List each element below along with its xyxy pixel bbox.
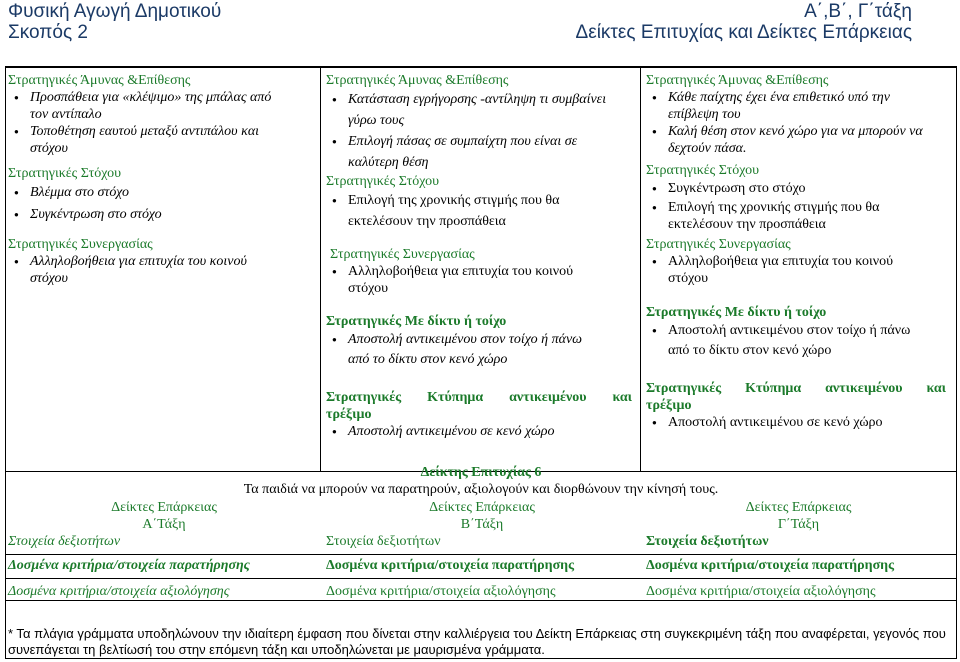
observation-c: Δοσμένα κριτήρια/στοιχεία παρατήρησης (646, 558, 895, 573)
evaluation-b: Δοσμένα κριτήρια/στοιχεία αξιολόγησης (326, 584, 556, 599)
column-grade-c (646, 72, 951, 431)
list-item: ● Καλή θέση στον κενό χώρο για να μπορούν να δεχτούν πάσα. (668, 123, 928, 157)
hit-title-cont: τρέξιμο (646, 398, 692, 413)
net-title: Στρατηγικές Με δίκτυ ή τοίχο (326, 314, 507, 329)
hit-title: Στρατηγικές Κτύπημα αντικειμένου και (646, 381, 946, 396)
list-item: ● Κάθε παίχτης έχει ένα επιθετικό υπό την επίβλεψη του (668, 89, 928, 123)
list-item: ● Βλέμμα στο στόχο (30, 182, 308, 204)
target-title: Στρατηγικές Στόχου (326, 174, 440, 189)
page-header (0, 0, 960, 47)
list-item: ● Αλληλοβοήθεια για επιτυχία του κοινού στόχου (348, 263, 588, 297)
net-title: Στρατηγικές Με δίκτυ ή τοίχο (646, 305, 827, 320)
coop-title: Στρατηγικές Συνεργασίας (646, 237, 791, 252)
skills-b: Στοιχεία δεξιοτήτων (326, 534, 441, 549)
coop-title: Στρατηγικές Συνεργασίας (8, 237, 153, 252)
list-item: ● Αποστολή αντικειμένου στον τοίχο ή πάνω από το δίκτυ στον κενό χώρο (348, 330, 598, 370)
list-item: ● Αλληλοβοήθεια για επιτυχία του κοινού στόχου (30, 253, 270, 287)
hit-title-cont: τρέξιμο (326, 407, 372, 422)
list-item: ● Επιλογή της χρονικής στιγμής που θα εκτελέσουν την προσπάθεια (348, 190, 598, 232)
list-item: ● Προσπάθεια για «κλέψιμο» της μπάλας από τον αντίπαλο (30, 89, 280, 123)
defense-title: Στρατηγικές Άμυνας &Επίθεσης (646, 73, 829, 88)
column-grade-b (326, 72, 641, 440)
sufficiency-a: Δείκτες Επάρκειας Α΄Τάξη (111, 500, 217, 532)
list-item: ● Τοποθέτηση εαυτού μεταξύ αντιπάλου και στόχου (30, 123, 280, 157)
hit-title: Στρατηγικές Κτύπημα αντικειμένου και (326, 390, 632, 405)
row-divider-footer (5, 600, 957, 601)
observation-a: Δοσμένα κριτήρια/στοιχεία παρατήρησης (8, 558, 250, 573)
skills-c: Στοιχεία δεξιοτήτων (646, 534, 769, 549)
list-item: ● Επιλογή πάσας σε συμπαίχτη που είναι σε καλύτερη θέση (348, 131, 618, 173)
success-indicator (5, 464, 957, 498)
list-item: ● Αποστολή αντικειμένου στον τοίχο ή πάνω από το δίκτυ στον κενό χώρο (668, 321, 918, 361)
target-title: Στρατηγικές Στόχου (646, 163, 760, 178)
list-item: ● Συγκέντρωση στο στόχο (668, 179, 938, 199)
defense-title: Στρατηγικές Άμυνας &Επίθεσης (326, 73, 509, 88)
goal-title: Σκοπός 2 (8, 22, 88, 43)
skills-a: Στοιχεία δεξιοτήτων (8, 534, 121, 549)
list-item: ● Αλληλοβοήθεια για επιτυχία του κοινού στόχου (668, 253, 908, 287)
column-divider-1 (320, 66, 321, 471)
row-divider-r2 (5, 554, 957, 555)
row-divider-r3 (5, 578, 957, 579)
list-item: ● Αποστολή αντικειμένου σε κενό χώρο (668, 414, 951, 431)
sufficiency-b: Δείκτες Επάρκειας Β΄Τάξη (429, 500, 535, 532)
grade-title: Α΄,Β΄, Γ΄τάξη (804, 1, 912, 22)
list-item: ● Κατάσταση εγρήγορσης -αντίληψη τι συμβαίνει γύρω τους (348, 89, 618, 131)
coop-title: Στρατηγικές Συνεργασίας (330, 247, 475, 262)
target-title: Στρατηγικές Στόχου (8, 166, 122, 181)
list-item: ● Αποστολή αντικειμένου σε κενό χώρο (348, 423, 641, 440)
evaluation-a: Δοσμένα κριτήρια/στοιχεία αξιολόγησης (8, 584, 230, 599)
observation-b: Δοσμένα κριτήρια/στοιχεία παρατήρησης (326, 558, 575, 573)
list-item: ● Επιλογή της χρονικής στιγμής που θα εκτελέσουν την προσπάθεια (668, 199, 938, 233)
success-text: Τα παιδιά να μπορούν να παρατηρούν, αξιολογούν και διορθώνουν την κίνησή τους. (243, 482, 719, 497)
defense-title: Στρατηγικές Άμυνας &Επίθεσης (8, 73, 191, 88)
subject-title: Φυσική Αγωγή Δημοτικού (8, 1, 222, 22)
indicators-title: Δείκτες Επιτυχίας και Δείκτες Επάρκειας (575, 22, 912, 43)
column-grade-a (8, 72, 308, 287)
success-title: Δείκτης Επιτυχίας 6 (420, 465, 542, 480)
sufficiency-c: Δείκτες Επάρκειας Γ΄Τάξη (745, 500, 852, 532)
footnote: * Τα πλάγια γράμματα υποδηλώνουν την ιδιαίτερη έμφαση που δίνεται στην καλλιέργεια του Δείκτη Επάρκειας στη συγκεκριμένη τάξη που αναφέρεται, γεγονός που συνεπάγεται τη βελτίωσή του στην επόμενη τάξη και υποδηλώνεται με μαυρισμένα γράμματα. (8, 626, 946, 657)
list-item: ● Συγκέντρωση στο στόχο (30, 204, 308, 226)
evaluation-c: Δοσμένα κριτήρια/στοιχεία αξιολόγησης (646, 584, 876, 599)
